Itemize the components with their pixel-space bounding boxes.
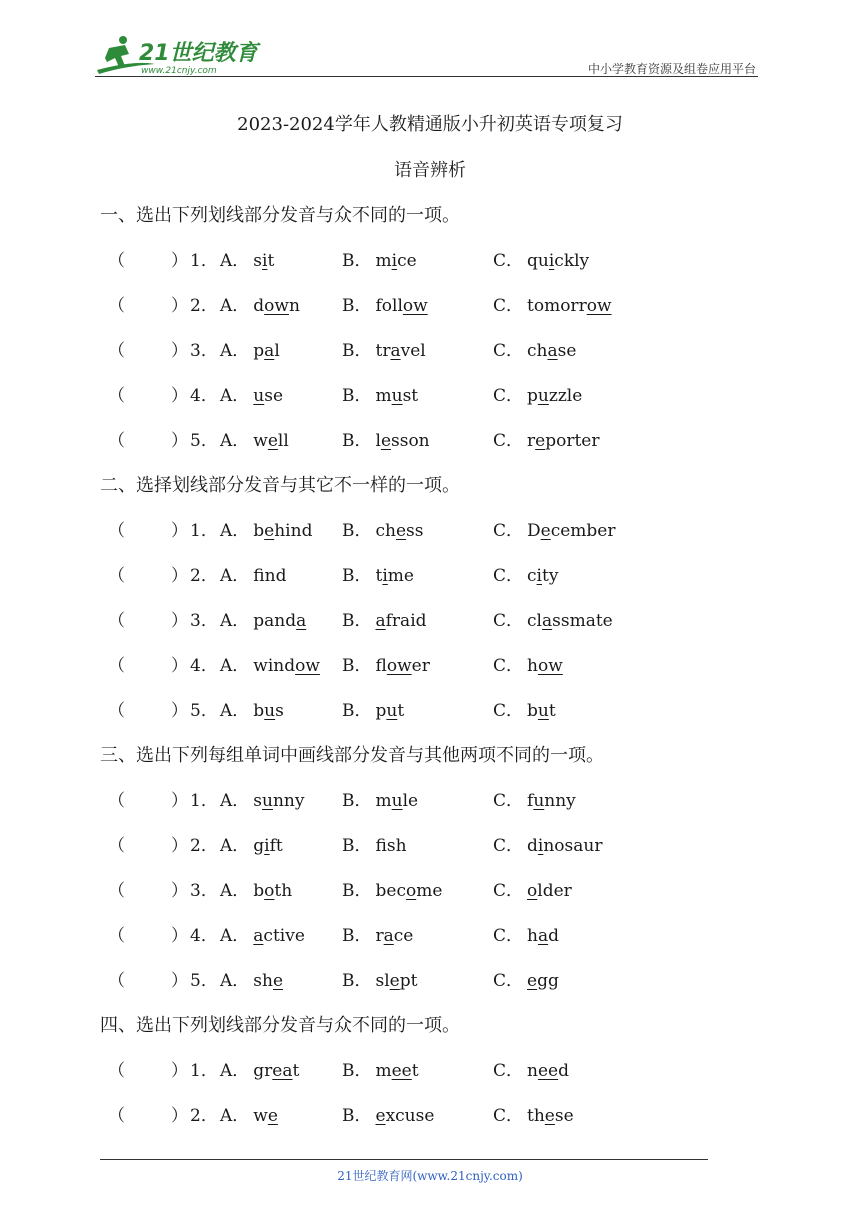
option-word: follow — [375, 296, 428, 316]
option-word: chess — [375, 521, 424, 541]
option-word: excuse — [375, 1106, 435, 1126]
answer-paren-close: ） — [171, 341, 188, 361]
option-word: dinosaur — [527, 836, 603, 856]
option-word: egg — [527, 971, 559, 991]
answer-paren-close: ） — [171, 701, 188, 721]
option-b: B． mice — [342, 251, 417, 271]
underlined-letters: u — [533, 791, 545, 811]
option-c: C． had — [493, 926, 559, 946]
answer-paren-open[interactable]: （ — [108, 1106, 125, 1126]
logo-21cnjy — [95, 34, 265, 76]
underlined-letters: e — [389, 971, 400, 991]
underlined-letters: a — [264, 341, 275, 361]
underlined-letters: ow — [586, 296, 612, 316]
option-word: sunny — [253, 791, 305, 811]
option-word: December — [527, 521, 616, 541]
option-c: C． classmate — [493, 611, 613, 631]
header-rule — [95, 76, 758, 77]
option-c: C． December — [493, 521, 616, 541]
answer-paren-close: ） — [171, 1106, 188, 1126]
underlined-letters: e — [395, 521, 407, 541]
option-b: B． flower — [342, 656, 430, 676]
underlined-letters: o — [527, 881, 538, 901]
option-c: C． egg — [493, 971, 559, 991]
option-c: C． how — [493, 656, 563, 676]
option-a: A． active — [220, 926, 305, 946]
option-word: funny — [527, 791, 576, 811]
option-word: behind — [253, 521, 313, 541]
answer-paren-close: ） — [171, 521, 188, 541]
answer-paren-open[interactable]: （ — [108, 341, 125, 361]
option-word: travel — [375, 341, 426, 361]
option-c: C． older — [493, 881, 572, 901]
answer-paren-open[interactable]: （ — [108, 251, 125, 271]
option-b: B． put — [342, 701, 405, 721]
svg-text:21世纪教育: 21世纪教育 — [139, 41, 258, 66]
underlined-letters: e — [375, 1106, 386, 1126]
question-number: 5． — [190, 701, 218, 721]
option-a: A． pal — [220, 341, 280, 361]
answer-paren-open[interactable]: （ — [108, 926, 125, 946]
option-b: B． race — [342, 926, 414, 946]
option-c: C． need — [493, 1061, 569, 1081]
underlined-letters: u — [253, 386, 265, 406]
question-number: 2． — [190, 296, 218, 316]
option-a: A． gift — [220, 836, 283, 856]
option-a: A． both — [220, 881, 293, 901]
option-b: B． chess — [342, 521, 424, 541]
option-c: C． tomorrow — [493, 296, 612, 316]
underlined-letters: ee — [391, 1061, 412, 1081]
option-b: B． excuse — [342, 1106, 435, 1126]
answer-paren-close: ） — [171, 1061, 188, 1081]
option-word: both — [253, 881, 293, 901]
answer-paren-close: ） — [171, 881, 188, 901]
underlined-letters: i — [548, 251, 555, 271]
underlined-letters: a — [537, 926, 549, 946]
answer-paren-close: ） — [171, 791, 188, 811]
option-word: city — [527, 566, 559, 586]
option-word: well — [253, 431, 289, 451]
underlined-letters: ow — [537, 656, 563, 676]
answer-paren-open[interactable]: （ — [108, 701, 125, 721]
question-number: 1． — [190, 1061, 218, 1081]
underlined-letters: ea — [272, 1061, 293, 1081]
underlined-letters: a — [541, 611, 553, 631]
underlined-letters: i — [264, 836, 270, 856]
option-c: C． puzzle — [493, 386, 583, 406]
option-b: B． mule — [342, 791, 419, 811]
answer-paren-open[interactable]: （ — [108, 431, 125, 451]
answer-paren-close: ） — [171, 566, 188, 586]
underlined-letters: ow — [402, 296, 428, 316]
question-number: 1． — [190, 251, 218, 271]
option-word: pal — [253, 341, 280, 361]
underlined-letters: e — [267, 1106, 278, 1126]
footer-text: 21世纪教育网(www.21cnjy.com) — [337, 1169, 523, 1183]
option-a: A． well — [220, 431, 289, 451]
question-number: 2． — [190, 1106, 218, 1126]
underlined-letters: u — [391, 386, 403, 406]
option-b: B． afraid — [342, 611, 427, 631]
answer-paren-open[interactable]: （ — [108, 836, 125, 856]
option-word: these — [527, 1106, 574, 1126]
underlined-letters: e — [535, 431, 546, 451]
underlined-letters: u — [537, 386, 549, 406]
question-number: 2． — [190, 836, 218, 856]
option-a: A． sit — [220, 251, 275, 271]
underlined-letters: u — [537, 701, 549, 721]
answer-paren-open[interactable]: （ — [108, 521, 125, 541]
option-word: mice — [375, 251, 417, 271]
option-word: slept — [375, 971, 418, 991]
underlined-letters: i — [536, 566, 542, 586]
answer-paren-open[interactable]: （ — [108, 791, 125, 811]
answer-paren-close: ） — [171, 836, 188, 856]
underlined-letters: e — [264, 521, 275, 541]
question-number: 3． — [190, 881, 218, 901]
question-number: 3． — [190, 341, 218, 361]
option-word: but — [527, 701, 556, 721]
underlined-letters: e — [267, 431, 278, 451]
option-word: use — [253, 386, 284, 406]
underlined-letters: o — [405, 881, 417, 901]
option-word: fnd — [253, 566, 287, 586]
answer-paren-close: ） — [171, 971, 188, 991]
underlined-letters: ow — [386, 656, 412, 676]
question-number: 1． — [190, 521, 218, 541]
underlined-letters: u — [386, 701, 398, 721]
option-word: down — [253, 296, 300, 316]
option-word: tomorrow — [527, 296, 612, 316]
option-b: B． slept — [342, 971, 418, 991]
underlined-letters: e — [272, 971, 284, 991]
option-word: reporter — [527, 431, 600, 451]
option-c: C． reporter — [493, 431, 600, 451]
option-word: panda — [253, 611, 307, 631]
answer-paren-close: ） — [171, 656, 188, 676]
section-title: 三、选出下列每组单词中画线部分发音与其他两项不同的一项。 — [100, 745, 604, 766]
underlined-letters: e — [527, 971, 538, 991]
option-a: A． panda — [220, 611, 307, 631]
option-word: need — [527, 1061, 569, 1081]
underlined-letters: u — [262, 791, 273, 811]
option-word: puzzle — [527, 386, 583, 406]
option-word: meet — [375, 1061, 419, 1081]
section-title: 一、选出下列划线部分发音与众不同的一项。 — [100, 205, 460, 226]
underlined-letters: a — [390, 341, 401, 361]
option-b: B． meet — [342, 1061, 419, 1081]
underlined-letters: ow — [264, 296, 289, 316]
underlined-letters: e — [380, 431, 391, 451]
question-number: 4． — [190, 386, 218, 406]
option-a: A． we — [220, 1106, 278, 1126]
doc-subtitle: 语音辨析 — [394, 160, 466, 181]
svg-text:www.21cnjy.com: www.21cnjy.com — [141, 66, 217, 76]
option-a: A． fnd — [220, 566, 287, 586]
option-word: mule — [375, 791, 419, 811]
option-word: race — [375, 926, 414, 946]
option-word: afraid — [375, 611, 427, 631]
underlined-letters: a — [253, 926, 264, 946]
option-c: C． funny — [493, 791, 576, 811]
answer-paren-close: ） — [171, 386, 188, 406]
question-number: 3． — [190, 611, 218, 631]
underlined-letters: i — [262, 251, 268, 271]
underlined-letters: a — [296, 611, 307, 631]
underlined-letters: i — [382, 566, 388, 586]
underlined-letters: a — [375, 611, 386, 631]
option-a: A． she — [220, 971, 284, 991]
question-number: 2． — [190, 566, 218, 586]
option-b: B． fsh — [342, 836, 407, 856]
option-a: A． sunny — [220, 791, 305, 811]
option-word: older — [527, 881, 572, 901]
underlined-letters: i — [391, 251, 398, 271]
option-a: A． behind — [220, 521, 313, 541]
footer-rule — [100, 1159, 708, 1160]
option-word: great — [253, 1061, 300, 1081]
answer-paren-close: ） — [171, 611, 188, 631]
option-word: become — [375, 881, 443, 901]
option-word: put — [375, 701, 405, 721]
option-b: B． follow — [342, 296, 428, 316]
option-word: flower — [375, 656, 430, 676]
option-b: B． become — [342, 881, 443, 901]
section-title: 二、选择划线部分发音与其它不一样的一项。 — [100, 475, 460, 496]
underlined-letters: i — [537, 836, 544, 856]
question-number: 1． — [190, 791, 218, 811]
option-c: C． quickly — [493, 251, 590, 271]
option-word: sit — [253, 251, 275, 271]
question-number: 4． — [190, 926, 218, 946]
answer-paren-open[interactable]: （ — [108, 881, 125, 901]
option-word: fsh — [375, 836, 407, 856]
option-word: window — [253, 656, 320, 676]
question-number: 4． — [190, 656, 218, 676]
option-a: A． window — [220, 656, 320, 676]
option-c: C． but — [493, 701, 556, 721]
underlined-letters: ee — [537, 1061, 559, 1081]
option-word: classmate — [527, 611, 613, 631]
answer-paren-open[interactable]: （ — [108, 1061, 125, 1081]
option-c: C． these — [493, 1106, 574, 1126]
underlined-letters: a — [547, 341, 558, 361]
option-word: lesson — [375, 431, 430, 451]
underlined-letters: e — [544, 1106, 555, 1126]
answer-paren-close: ） — [171, 251, 188, 271]
underlined-letters: ow — [295, 656, 320, 676]
answer-paren-open[interactable]: （ — [108, 566, 125, 586]
option-word: gift — [253, 836, 283, 856]
option-c: C． city — [493, 566, 559, 586]
option-a: A． great — [220, 1061, 300, 1081]
answer-paren-open[interactable]: （ — [108, 611, 125, 631]
option-word: active — [253, 926, 305, 946]
doc-title: 2023-2024学年人教精通版小升初英语专项复习 — [237, 114, 623, 135]
section-title: 四、选出下列划线部分发音与众不同的一项。 — [100, 1015, 460, 1036]
option-word: time — [375, 566, 414, 586]
underlined-letters: o — [264, 881, 275, 901]
question-number: 5． — [190, 431, 218, 451]
answer-paren-open[interactable]: （ — [108, 971, 125, 991]
option-c: C． dinosaur — [493, 836, 603, 856]
option-word: bus — [253, 701, 284, 721]
option-a: A． down — [220, 296, 300, 316]
answer-paren-close: ） — [171, 431, 188, 451]
option-word: chase — [527, 341, 577, 361]
page-header — [95, 30, 760, 78]
option-word: had — [527, 926, 559, 946]
question-number: 5． — [190, 971, 218, 991]
answer-paren-open[interactable]: （ — [108, 656, 125, 676]
option-word: must — [375, 386, 419, 406]
option-b: B． must — [342, 386, 419, 406]
option-a: A． bus — [220, 701, 284, 721]
underlined-letters: u — [391, 791, 403, 811]
option-b: B． lesson — [342, 431, 430, 451]
header-tagline: 中小学教育资源及组卷应用平台 — [587, 62, 756, 76]
option-a: A． use — [220, 386, 284, 406]
option-c: C． chase — [493, 341, 577, 361]
answer-paren-open[interactable]: （ — [108, 296, 125, 316]
option-b: B． travel — [342, 341, 426, 361]
underlined-letters: u — [264, 701, 276, 721]
answer-paren-close: ） — [171, 926, 188, 946]
option-word: we — [253, 1106, 278, 1126]
answer-paren-open[interactable]: （ — [108, 386, 125, 406]
option-b: B． time — [342, 566, 414, 586]
option-word: how — [527, 656, 563, 676]
option-word: she — [253, 971, 284, 991]
underlined-letters: a — [383, 926, 394, 946]
answer-paren-close: ） — [171, 296, 188, 316]
option-word: quickly — [527, 251, 590, 271]
underlined-letters: e — [540, 521, 551, 541]
